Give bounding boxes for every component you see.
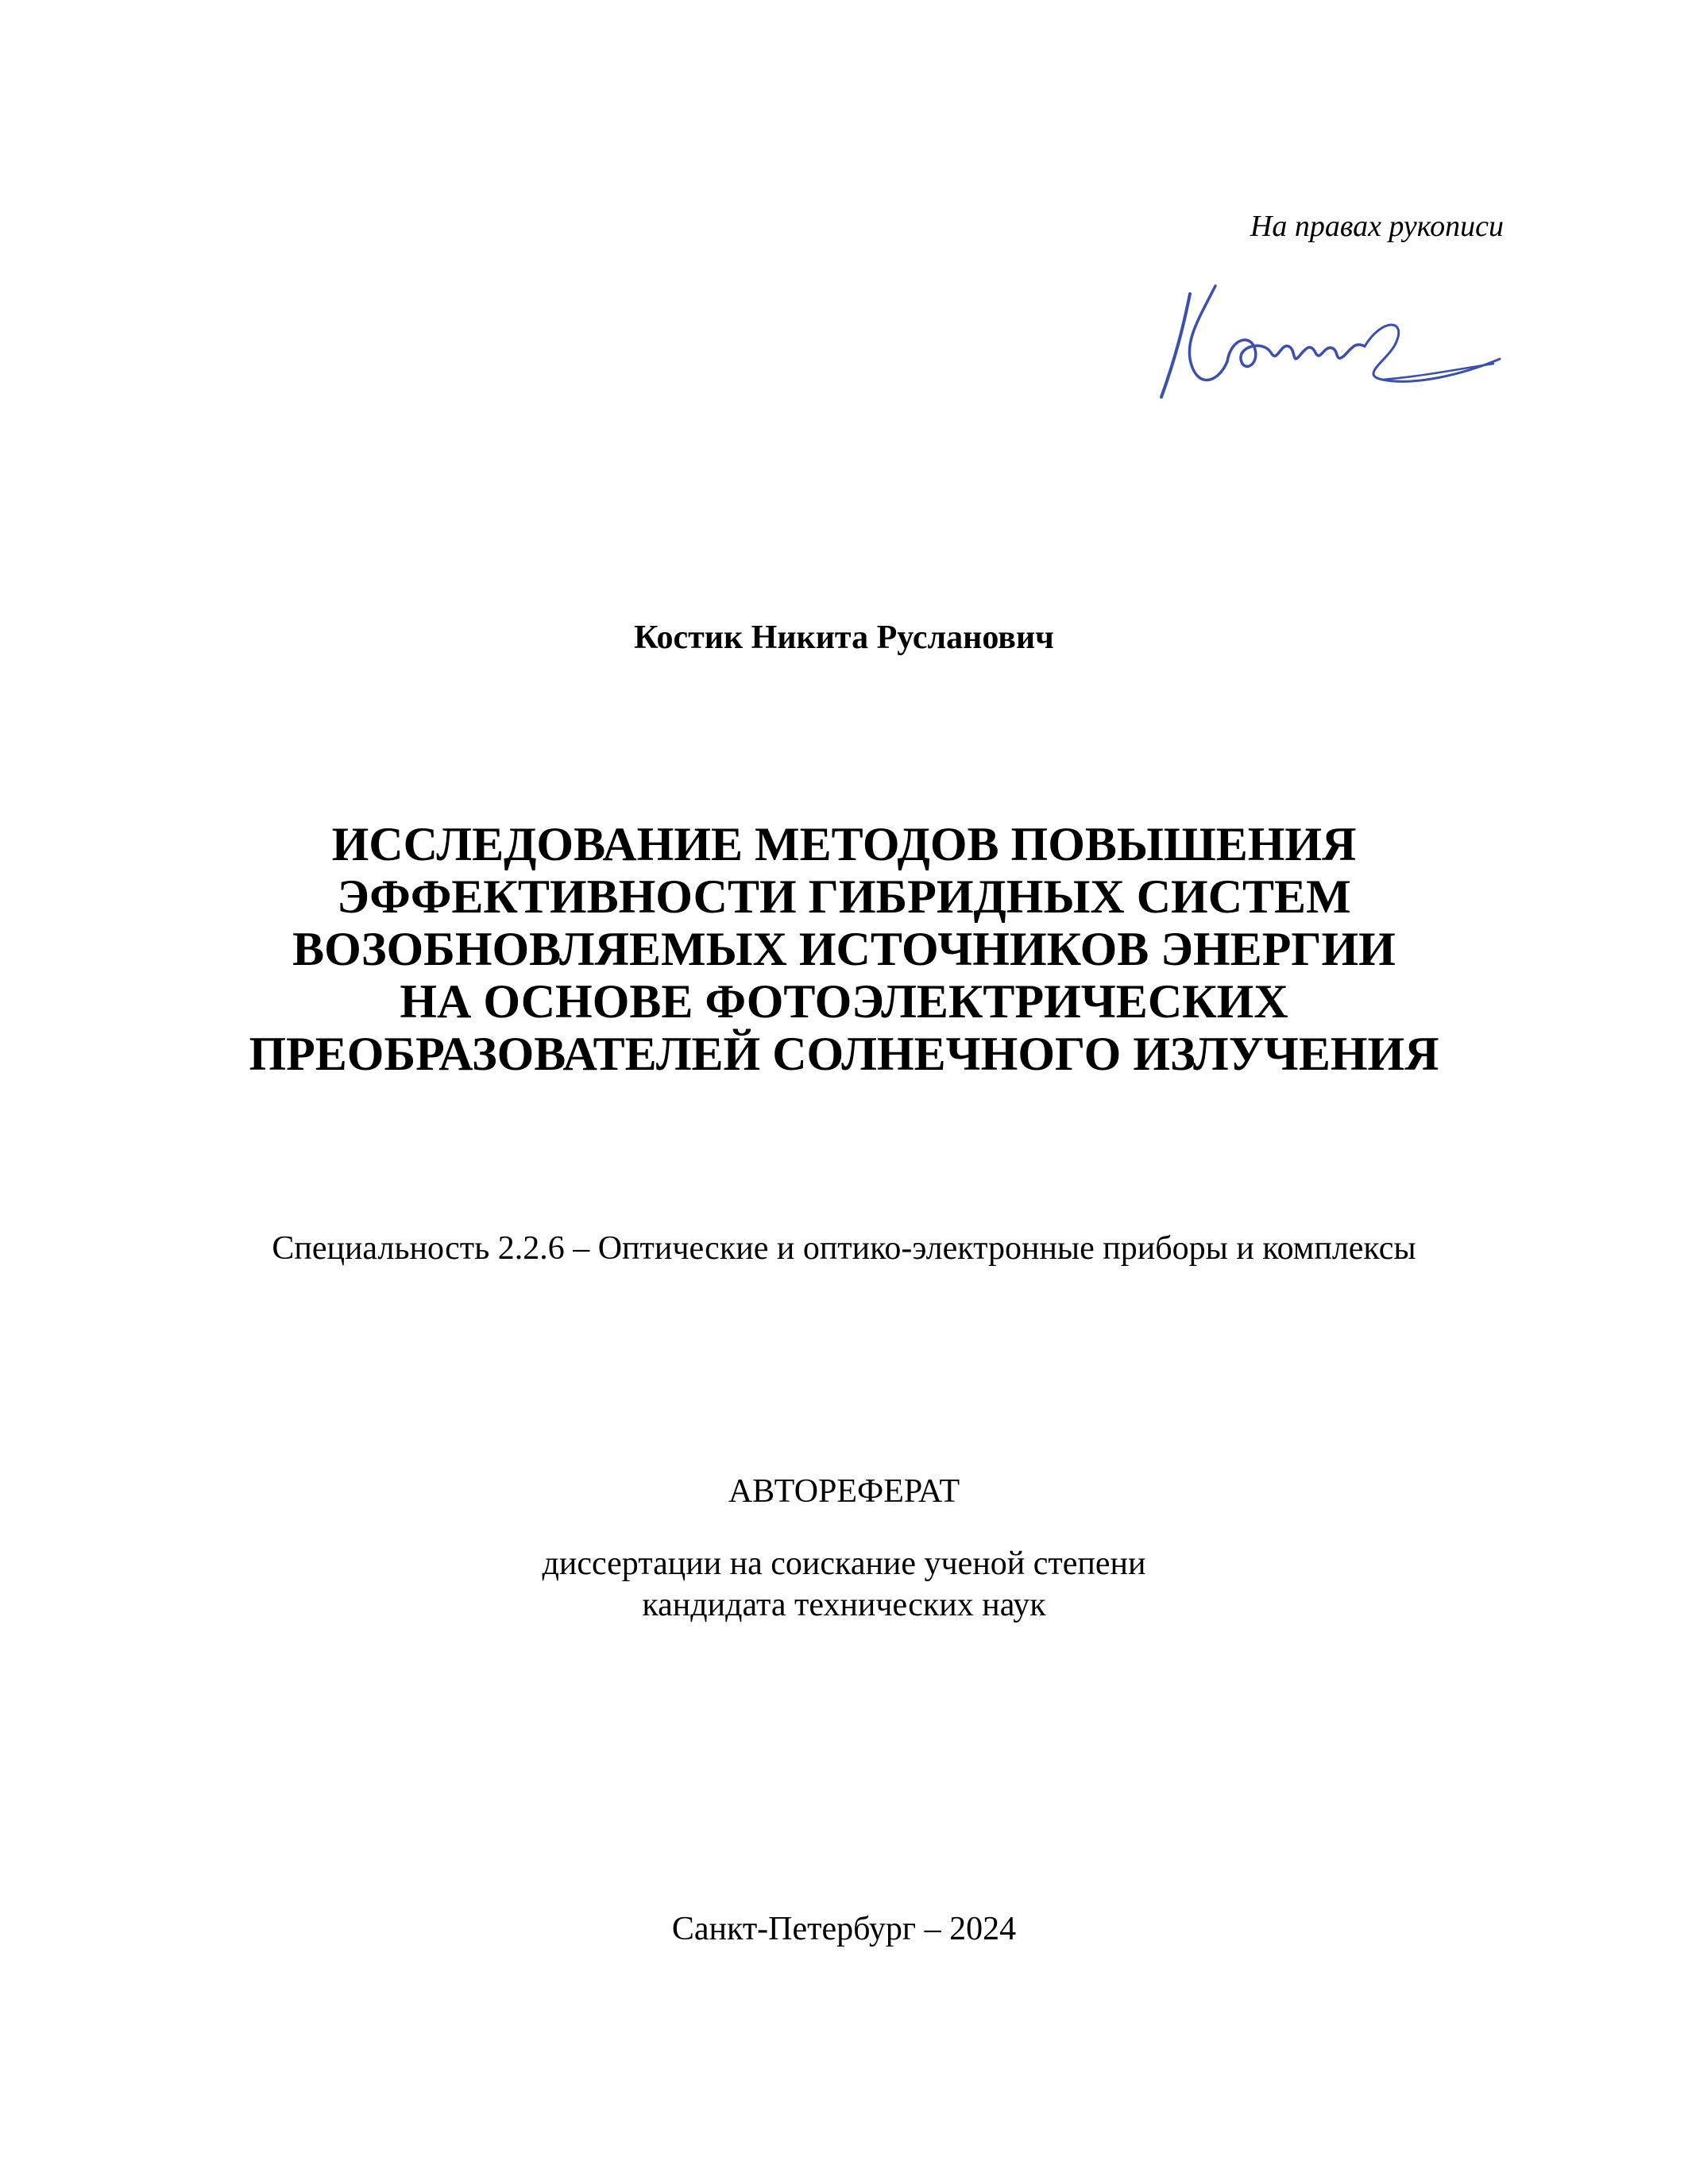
specialty: Специальность 2.2.6 – Оптические и оптико-электронные приборы и комплексы bbox=[272, 1230, 1416, 1267]
degree-line: кандидата технических наук bbox=[642, 1587, 1046, 1623]
degree-description bbox=[0, 1543, 1688, 1626]
title-line: ВОЗОБНОВЛЯЕМЫХ ИСТОЧНИКОВ ЭНЕРГИИ bbox=[292, 923, 1396, 975]
degree-line: диссертации на соискание ученой степени bbox=[542, 1545, 1146, 1582]
signature-icon bbox=[1144, 270, 1509, 413]
title-line: ЭФФЕКТИВНОСТИ ГИБРИДНЫХ СИСТЕМ bbox=[337, 870, 1351, 923]
document-type: АВТОРЕФЕРАТ bbox=[728, 1473, 960, 1510]
author-name: Костик Никита Русланович bbox=[634, 619, 1054, 656]
manuscript-note: На правах рукописи bbox=[1250, 210, 1504, 243]
title-line: ПРЕОБРАЗОВАТЕЛЕЙ СОЛНЕЧНОГО ИЗЛУЧЕНИЯ bbox=[249, 1028, 1439, 1080]
dissertation-title bbox=[0, 818, 1688, 1080]
title-line: ИССЛЕДОВАНИЕ МЕТОДОВ ПОВЫШЕНИЯ bbox=[331, 818, 1357, 870]
city-year: Санкт-Петербург – 2024 bbox=[671, 1911, 1017, 1947]
title-line: НА ОСНОВЕ ФОТОЭЛЕКТРИЧЕСКИХ bbox=[400, 975, 1288, 1028]
